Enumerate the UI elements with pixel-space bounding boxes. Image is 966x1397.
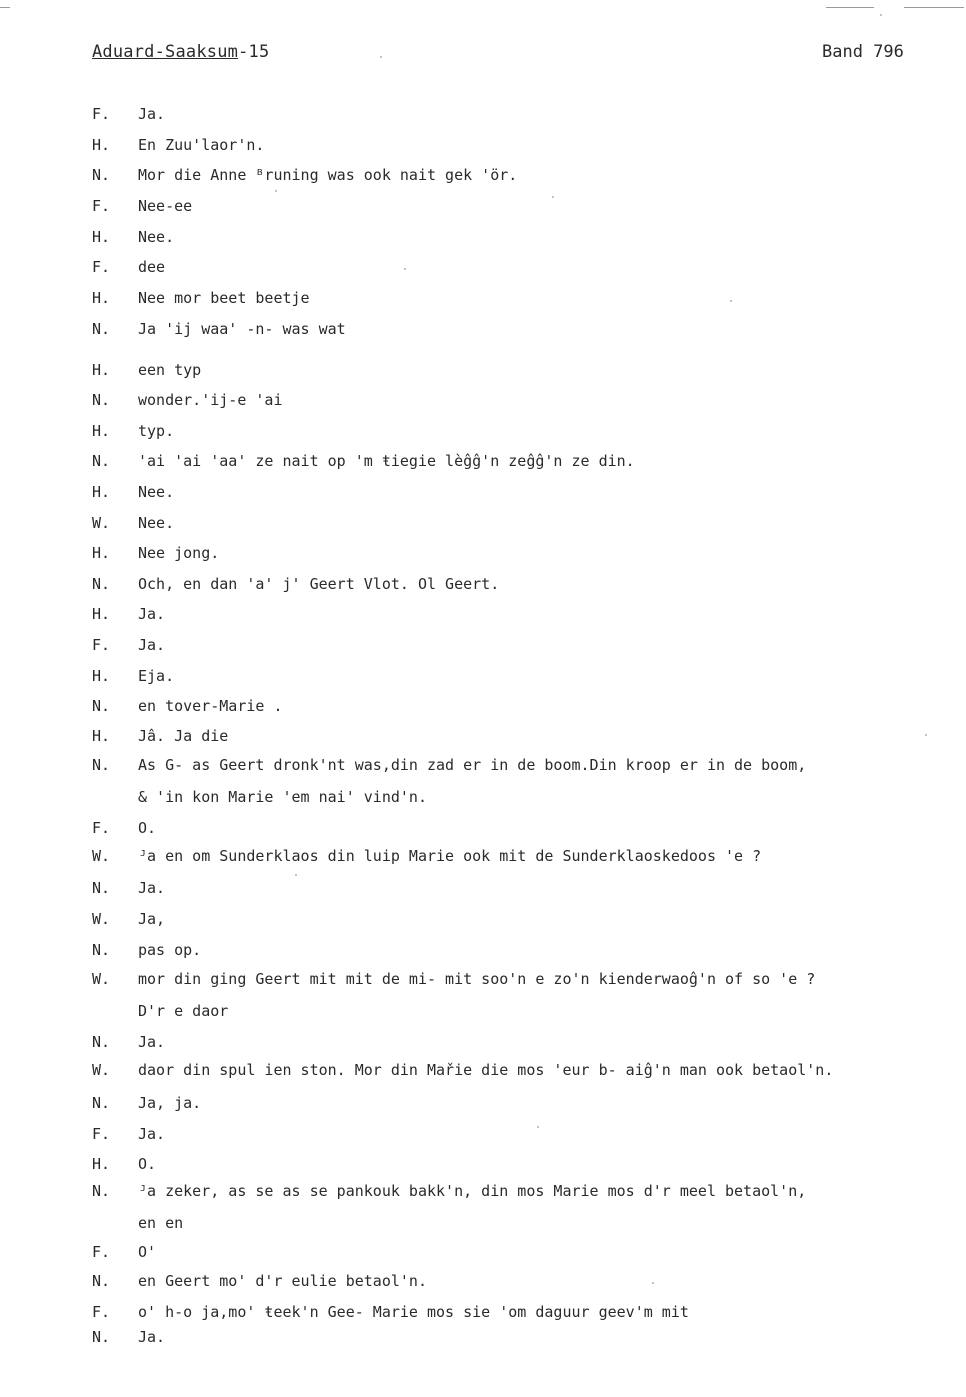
- transcript-line: [92, 451, 635, 471]
- transcript-line: [92, 1154, 156, 1174]
- speaker-label: N.: [92, 1033, 111, 1051]
- transcript-line: [92, 390, 283, 410]
- speaker-label: F.: [92, 1303, 111, 1321]
- transcript-line: [92, 165, 517, 185]
- utterance-text: Nee-ee: [138, 197, 193, 215]
- transcript-line: [92, 227, 174, 247]
- utterance-text: Eja.: [138, 667, 175, 685]
- utterance-text: een typ: [138, 361, 202, 379]
- speaker-label: N.: [92, 575, 111, 593]
- utterance-text: Och, en dan 'a' j' Geert Vlot. Ol Geert.: [138, 575, 500, 593]
- utterance-text: Ja,: [138, 910, 166, 928]
- transcript-line: [92, 288, 310, 308]
- transcript-line: [92, 482, 174, 502]
- transcript-line: [92, 726, 228, 746]
- utterance-text: ᴶa en om Sunderklaos din luip Marie ook mit de Sunderklaoskedoos 'e ?: [138, 847, 762, 865]
- speaker-label: H.: [92, 544, 111, 562]
- speaker-label: N.: [92, 697, 111, 715]
- speaker-label: N.: [92, 452, 111, 470]
- scan-speck: [295, 874, 297, 876]
- utterance-text: typ.: [138, 422, 175, 440]
- transcript-line: [92, 755, 806, 775]
- transcript-line: [92, 666, 174, 686]
- transcript-line: [92, 1060, 833, 1080]
- speaker-label: H.: [92, 289, 111, 307]
- utterance-text: pas op.: [138, 941, 202, 959]
- transcript-line: [92, 909, 165, 929]
- utterance-text: dee: [138, 258, 166, 276]
- utterance-text: o' h-o ja,mo' ŧeek'n Gee- Marie mos sie 'om daguur geev'm mit: [138, 1303, 689, 1321]
- transcript-line: [92, 1302, 689, 1322]
- utterance-text: wonder.'ij-e 'ai: [138, 391, 283, 409]
- utterance-text: en tover-Marie .: [138, 697, 283, 715]
- header-place-name: Aduard-Saaksum: [92, 42, 239, 62]
- speaker-label: N.: [92, 1328, 111, 1346]
- utterance-text: mor din ging Geert mit mit de mi- mit soo'n e zo'n kienderwaoĝ'n of so 'e ?: [138, 970, 816, 988]
- transcript-line: [92, 1181, 806, 1201]
- utterance-text: Ja 'ij waa' -n- was wat: [138, 320, 346, 338]
- utterance-text: Ja.: [138, 1328, 166, 1346]
- top-rule-right-a: [826, 7, 874, 8]
- speaker-label: N.: [92, 1182, 111, 1200]
- transcript-line: [92, 846, 761, 866]
- speaker-label: H.: [92, 1155, 111, 1173]
- speaker-label: F.: [92, 105, 111, 123]
- speaker-label: H.: [92, 422, 111, 440]
- utterance-text: 'ai 'ai 'aa' ze nait op 'm ŧiegie lèĝĝ'n zeĝĝ'n ze din.: [138, 452, 635, 470]
- scan-speck: [925, 734, 927, 736]
- transcript-line: [92, 513, 174, 533]
- utterance-text: Nee.: [138, 483, 175, 501]
- utterance-text: ᴶa zeker, as se as se pankouk bakk'n, din mos Marie mos d'r meel betaol'n,: [138, 1182, 807, 1200]
- utterance-text: Nee mor beet beetje: [138, 289, 310, 307]
- speaker-label: N.: [92, 879, 111, 897]
- document-header-band: Band 796: [822, 42, 904, 62]
- utterance-text: Ja.: [138, 605, 166, 623]
- transcript-line: [92, 543, 219, 563]
- utterance-text: daor din spul ien ston. Mor din Mařie die mos 'eur b- aiĝ'n man ook betaol'n.: [138, 1061, 834, 1079]
- speaker-label: N.: [92, 391, 111, 409]
- speaker-label: F.: [92, 636, 111, 654]
- speaker-label: W.: [92, 847, 111, 865]
- utterance-text: Ja.: [138, 636, 166, 654]
- utterance-text: Nee jong.: [138, 544, 220, 562]
- speaker-label: W.: [92, 1061, 111, 1079]
- speaker-label: H.: [92, 228, 111, 246]
- scan-speck: [652, 1282, 654, 1284]
- transcript-continuation: D'r e daor: [138, 1002, 229, 1020]
- speaker-label: W.: [92, 514, 111, 532]
- transcript-line: [92, 604, 165, 624]
- transcript-line: [92, 1327, 165, 1347]
- utterance-text: Nee.: [138, 514, 175, 532]
- scan-speck: [552, 196, 554, 198]
- transcript-line: [92, 104, 165, 124]
- transcript-continuation: en en: [138, 1214, 184, 1232]
- utterance-text: En Zuu'laor'n.: [138, 136, 265, 154]
- header-page-number: -15: [238, 42, 270, 62]
- top-rule-right-b: [904, 7, 964, 8]
- utterance-text: Jâ. Ja die: [138, 727, 229, 745]
- transcript-line: [92, 574, 499, 594]
- utterance-text: Ja, ja.: [138, 1094, 202, 1112]
- speaker-label: N.: [92, 320, 111, 338]
- utterance-text: en Geert mo' d'r eulie betaol'n.: [138, 1272, 427, 1290]
- speaker-label: N.: [92, 941, 111, 959]
- scan-speck: [880, 14, 882, 16]
- transcript-line: [92, 1242, 156, 1262]
- speaker-label: F.: [92, 258, 111, 276]
- utterance-text: Nee.: [138, 228, 175, 246]
- utterance-text: Ja.: [138, 105, 166, 123]
- speaker-label: F.: [92, 819, 111, 837]
- utterance-text: O.: [138, 1155, 157, 1173]
- scan-speck: [404, 268, 406, 270]
- transcript-line: [92, 1271, 427, 1291]
- speaker-label: N.: [92, 756, 111, 774]
- utterance-text: O.: [138, 819, 157, 837]
- utterance-text: Mor die Anne ᴮruning was ook nait gek 'ör.: [138, 166, 518, 184]
- scan-speck: [537, 1126, 539, 1128]
- transcript-line: [92, 696, 283, 716]
- transcript-line: [92, 360, 201, 380]
- transcript-line: [92, 1032, 165, 1052]
- utterance-text: As G- as Geert dronk'nt was,din zad er in de boom.Din kroop er in de boom,: [138, 756, 807, 774]
- transcript-line: [92, 257, 165, 277]
- speaker-label: W.: [92, 970, 111, 988]
- scan-speck: [380, 56, 382, 58]
- transcript-line: [92, 1093, 201, 1113]
- utterance-text: Ja.: [138, 1125, 166, 1143]
- speaker-label: N.: [92, 166, 111, 184]
- transcript-line: [92, 635, 165, 655]
- speaker-label: N.: [92, 1094, 111, 1112]
- transcript-line: [92, 940, 201, 960]
- speaker-label: H.: [92, 667, 111, 685]
- transcript-line: [92, 818, 156, 838]
- speaker-label: H.: [92, 136, 111, 154]
- transcript-line: [92, 969, 815, 989]
- speaker-label: H.: [92, 727, 111, 745]
- transcript-line: [92, 319, 346, 339]
- transcript-line: [92, 878, 165, 898]
- transcript-line: [92, 1124, 165, 1144]
- top-rule-left: [0, 7, 10, 8]
- speaker-label: H.: [92, 483, 111, 501]
- speaker-label: F.: [92, 1125, 111, 1143]
- utterance-text: O': [138, 1243, 157, 1261]
- speaker-label: H.: [92, 361, 111, 379]
- document-header-title: [92, 42, 269, 62]
- transcript-line: [92, 196, 192, 216]
- transcript-line: [92, 421, 174, 441]
- speaker-label: W.: [92, 910, 111, 928]
- scan-speck: [275, 190, 277, 192]
- utterance-text: Ja.: [138, 879, 166, 897]
- utterance-text: Ja.: [138, 1033, 166, 1051]
- speaker-label: F.: [92, 197, 111, 215]
- speaker-label: F.: [92, 1243, 111, 1261]
- scan-speck: [730, 300, 732, 302]
- speaker-label: H.: [92, 605, 111, 623]
- speaker-label: N.: [92, 1272, 111, 1290]
- transcript-continuation: & 'in kon Marie 'em nai' vind'n.: [138, 788, 427, 806]
- transcript-line: [92, 135, 264, 155]
